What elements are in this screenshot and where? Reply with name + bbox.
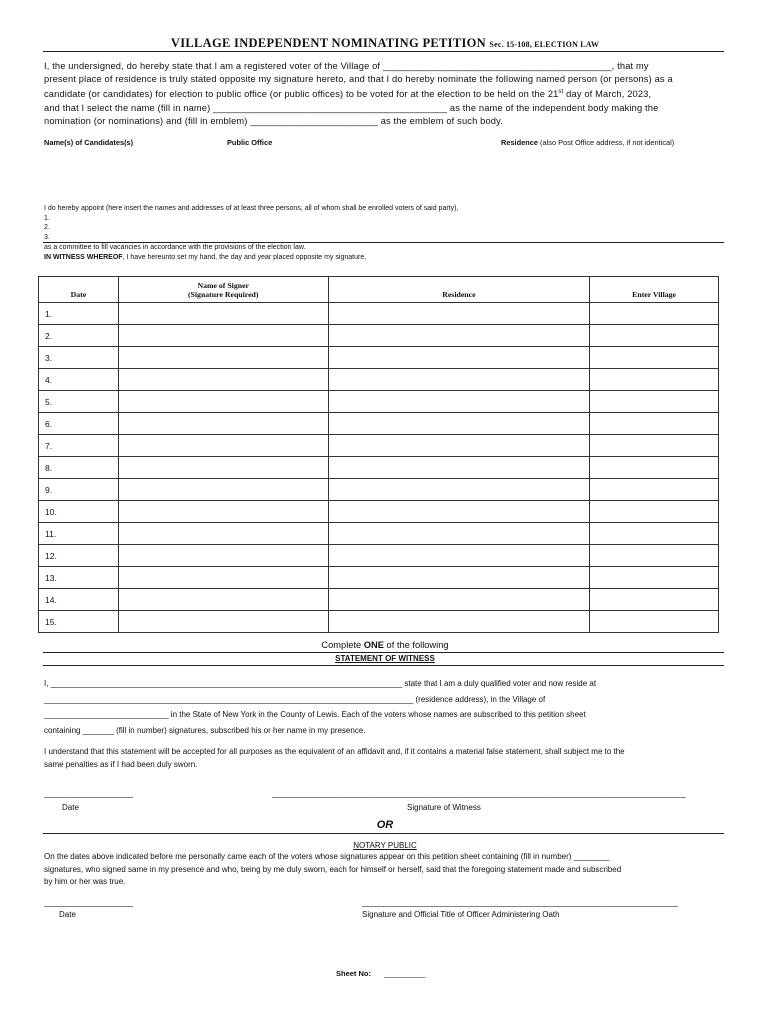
appointee-3: 3. xyxy=(44,233,50,241)
signer-residence-cell[interactable] xyxy=(328,347,590,369)
signer-residence-cell[interactable] xyxy=(328,457,590,479)
or-separator: OR xyxy=(376,819,394,831)
signer-residence-cell[interactable] xyxy=(328,611,590,633)
signer-signature-cell[interactable] xyxy=(118,545,328,567)
title-divider xyxy=(43,51,724,52)
witness-affidavit-paragraph xyxy=(44,746,724,771)
table-row xyxy=(39,567,719,589)
notary-top-divider xyxy=(43,833,724,834)
date-column-header: Date xyxy=(39,277,119,303)
witness-date-label: Date xyxy=(62,803,79,812)
signer-village-cell[interactable] xyxy=(590,523,719,545)
signer-village-cell[interactable] xyxy=(590,611,719,633)
signer-residence-cell[interactable] xyxy=(328,479,590,501)
table-row xyxy=(39,369,719,391)
row-number-cell: 3. xyxy=(39,347,119,369)
table-row xyxy=(39,479,719,501)
title-main: VILLAGE INDEPENDENT NOMINATING PETITION xyxy=(170,36,486,50)
witness-line-4: containing _______ (fill in number) signatures, subscribed his or her name in my presence. xyxy=(44,725,366,735)
signer-residence-cell[interactable] xyxy=(328,523,590,545)
table-row xyxy=(39,611,719,633)
witness-whereof xyxy=(44,253,366,263)
notary-line-2: signatures, who signed same in my presence and who, being by me duly sworn, each for himself or herself, said that the foregoing statement made and subscribed xyxy=(44,864,622,874)
row-number-cell: 12. xyxy=(39,545,119,567)
table-row xyxy=(39,589,719,611)
witness-top-divider xyxy=(43,652,724,653)
committee-section xyxy=(44,243,366,262)
complete-one-bold: ONE xyxy=(363,640,384,650)
witness-whereof-bold: IN WITNESS WHEREOF xyxy=(44,253,123,261)
row-number-cell: 10. xyxy=(39,501,119,523)
signer-header-line-2: (Signature Required) xyxy=(187,290,259,299)
sheet-number-label: Sheet No: xyxy=(336,969,372,978)
signer-signature-cell[interactable] xyxy=(118,369,328,391)
complete-post: of the following xyxy=(383,640,449,650)
signer-signature-cell[interactable] xyxy=(118,501,328,523)
signer-signature-cell[interactable] xyxy=(118,611,328,633)
candidates-residence-header xyxy=(501,138,674,147)
affidavit-line-2: same penalties as if I had been duly sworn. xyxy=(44,759,198,769)
intro-paragraph xyxy=(44,60,724,128)
notary-paragraph xyxy=(44,851,724,889)
witness-whereof-text: , I have hereunto set my hand, the day and year placed opposite my signature. xyxy=(122,253,367,261)
signer-signature-cell[interactable] xyxy=(118,325,328,347)
notary-heading: NOTARY PUBLIC xyxy=(353,841,417,850)
intro-line-3 xyxy=(44,86,724,101)
row-number-cell: 2. xyxy=(39,325,119,347)
signer-residence-cell[interactable] xyxy=(328,501,590,523)
signer-village-cell[interactable] xyxy=(590,413,719,435)
table-row xyxy=(39,523,719,545)
signature-table xyxy=(38,276,719,633)
intro-line-2: present place of residence is truly stated opposite my signature hereto, and that I do hereby nominate the following named person (or persons) as a xyxy=(44,74,673,85)
row-number-cell: 6. xyxy=(39,413,119,435)
row-number-cell: 11. xyxy=(39,523,119,545)
notary-line-1: On the dates above indicated before me personally came each of the voters whose signatures appear on this petition sheet containing (fill in number) ________ xyxy=(44,852,610,861)
sheet-number-field[interactable]: __________ xyxy=(384,969,426,978)
signer-village-cell[interactable] xyxy=(590,589,719,611)
signer-residence-cell[interactable] xyxy=(328,435,590,457)
row-number-cell: 4. xyxy=(39,369,119,391)
signer-village-cell[interactable] xyxy=(590,501,719,523)
signer-village-cell[interactable] xyxy=(590,479,719,501)
witness-line-1: I, _______________________________________________________________________________ state that I am a duly qualified voter and now reside at xyxy=(44,679,597,688)
notary-signature-line: _______________________________________________________________________ xyxy=(362,898,678,907)
intro-line-1: I, the undersigned, do hereby state that I am a registered voter of the Village of ___________________________________________, that my xyxy=(44,61,649,71)
table-row xyxy=(39,325,719,347)
signer-signature-cell[interactable] xyxy=(118,347,328,369)
candidates-names-header: Name(s) of Candidates(s) xyxy=(44,138,134,147)
notary-signature-label: Signature and Official Title of Officer Administering Oath xyxy=(362,910,560,919)
table-row xyxy=(39,303,719,325)
signer-header-line-1: Name of Signer xyxy=(197,281,249,290)
intro-line-5: nomination (or nominations) and (fill in emblem) ________________________ as the emblem of such body. xyxy=(44,115,503,126)
signer-village-cell[interactable] xyxy=(590,369,719,391)
notary-date-label: Date xyxy=(59,910,76,919)
signer-signature-cell[interactable] xyxy=(118,479,328,501)
signer-village-cell[interactable] xyxy=(590,325,719,347)
appointment-text: I do hereby appoint (here insert the names and addresses of at least three persons, all of whom shall be enrolled voters of said party), xyxy=(44,205,459,212)
witness-line-2: ___________________________________________________________________________________ (residence address), in the Village of xyxy=(44,694,546,704)
signer-residence-cell[interactable] xyxy=(328,369,590,391)
signer-signature-cell[interactable] xyxy=(118,457,328,479)
signer-signature-cell[interactable] xyxy=(118,523,328,545)
witness-heading-divider xyxy=(43,665,724,666)
witness-heading: STATEMENT OF WITNESS xyxy=(335,654,435,663)
row-number-cell: 9. xyxy=(39,479,119,501)
row-number-cell: 1. xyxy=(39,303,119,325)
table-row xyxy=(39,457,719,479)
intro-line-4: and that I select the name (fill in name) ____________________________________________ as the name of the independent body making the xyxy=(44,102,659,113)
signer-signature-cell[interactable] xyxy=(118,303,328,325)
notary-line-3: by him or her was true. xyxy=(44,877,126,887)
signer-residence-cell[interactable] xyxy=(328,391,590,413)
signer-village-cell[interactable] xyxy=(590,457,719,479)
table-row xyxy=(39,347,719,369)
table-row xyxy=(39,391,719,413)
signer-signature-cell[interactable] xyxy=(118,589,328,611)
table-row xyxy=(39,435,719,457)
signer-signature-cell[interactable] xyxy=(118,567,328,589)
witness-signature-line: _____________________________________________________________________________________________ xyxy=(272,789,686,798)
signer-village-cell[interactable] xyxy=(590,303,719,325)
intro-line-3-text: candidate (or candidates) for election to public office (or public offices) to be voted for at the election to be held on the 21 xyxy=(44,89,559,100)
appointee-1: 1. xyxy=(44,214,50,222)
intro-ordinal-suffix: st xyxy=(558,89,564,96)
signer-residence-cell[interactable] xyxy=(328,325,590,347)
row-number-cell: 14. xyxy=(39,589,119,611)
title-section-ref: Sec. 15-108, ELECTION LAW xyxy=(489,40,600,49)
witness-date-line: ____________________ xyxy=(44,789,133,798)
table-row xyxy=(39,413,719,435)
signer-column-header xyxy=(118,277,328,303)
residence-column-header: Residence xyxy=(328,277,590,303)
signer-signature-cell[interactable] xyxy=(118,435,328,457)
appointee-2: 2. xyxy=(44,224,50,231)
table-row xyxy=(39,501,719,523)
row-number-cell: 8. xyxy=(39,457,119,479)
signer-village-cell[interactable] xyxy=(590,347,719,369)
signer-residence-cell[interactable] xyxy=(328,567,590,589)
signer-village-cell[interactable] xyxy=(590,545,719,567)
affidavit-line-1: I understand that this statement will be accepted for all purposes as the equivalent of an affidavit and, if it contains a material false statement, shall subject me to the xyxy=(44,747,625,756)
row-number-cell: 13. xyxy=(39,567,119,589)
row-number-cell: 5. xyxy=(39,391,119,413)
village-column-header: Enter Village xyxy=(590,277,719,303)
witness-signature-label: Signature of Witness xyxy=(407,803,481,812)
signature-table-header xyxy=(39,277,719,303)
signer-residence-cell[interactable] xyxy=(328,545,590,567)
complete-one-instruction xyxy=(0,640,770,650)
signer-village-cell[interactable] xyxy=(590,435,719,457)
signer-signature-cell[interactable] xyxy=(118,413,328,435)
signer-village-cell[interactable] xyxy=(590,391,719,413)
notary-date-line: ____________________ xyxy=(44,898,133,907)
appointment-section xyxy=(44,204,458,242)
row-number-cell: 15. xyxy=(39,611,119,633)
signer-residence-cell[interactable] xyxy=(328,303,590,325)
table-row xyxy=(39,545,719,567)
signer-residence-cell[interactable] xyxy=(328,589,590,611)
candidates-office-header: Public Office xyxy=(227,138,273,147)
witness-line-3: ____________________________ in the State of New York in the County of Lewis. Each of the voters whose names are subscribed to this petition sheet xyxy=(44,710,586,719)
signer-signature-cell[interactable] xyxy=(118,391,328,413)
residence-note: (also Post Office address, if not identical) xyxy=(540,138,675,147)
residence-label: Residence xyxy=(501,138,538,147)
page-title xyxy=(0,36,770,51)
row-number-cell: 7. xyxy=(39,435,119,457)
signer-residence-cell[interactable] xyxy=(328,413,590,435)
signer-village-cell[interactable] xyxy=(590,567,719,589)
witness-statement xyxy=(44,676,724,738)
intro-line-3-date: day of March, 2023, xyxy=(563,89,652,100)
committee-text: as a committee to fill vacancies in accordance with the provisions of the election law. xyxy=(44,244,306,251)
complete-pre: Complete xyxy=(321,640,364,650)
